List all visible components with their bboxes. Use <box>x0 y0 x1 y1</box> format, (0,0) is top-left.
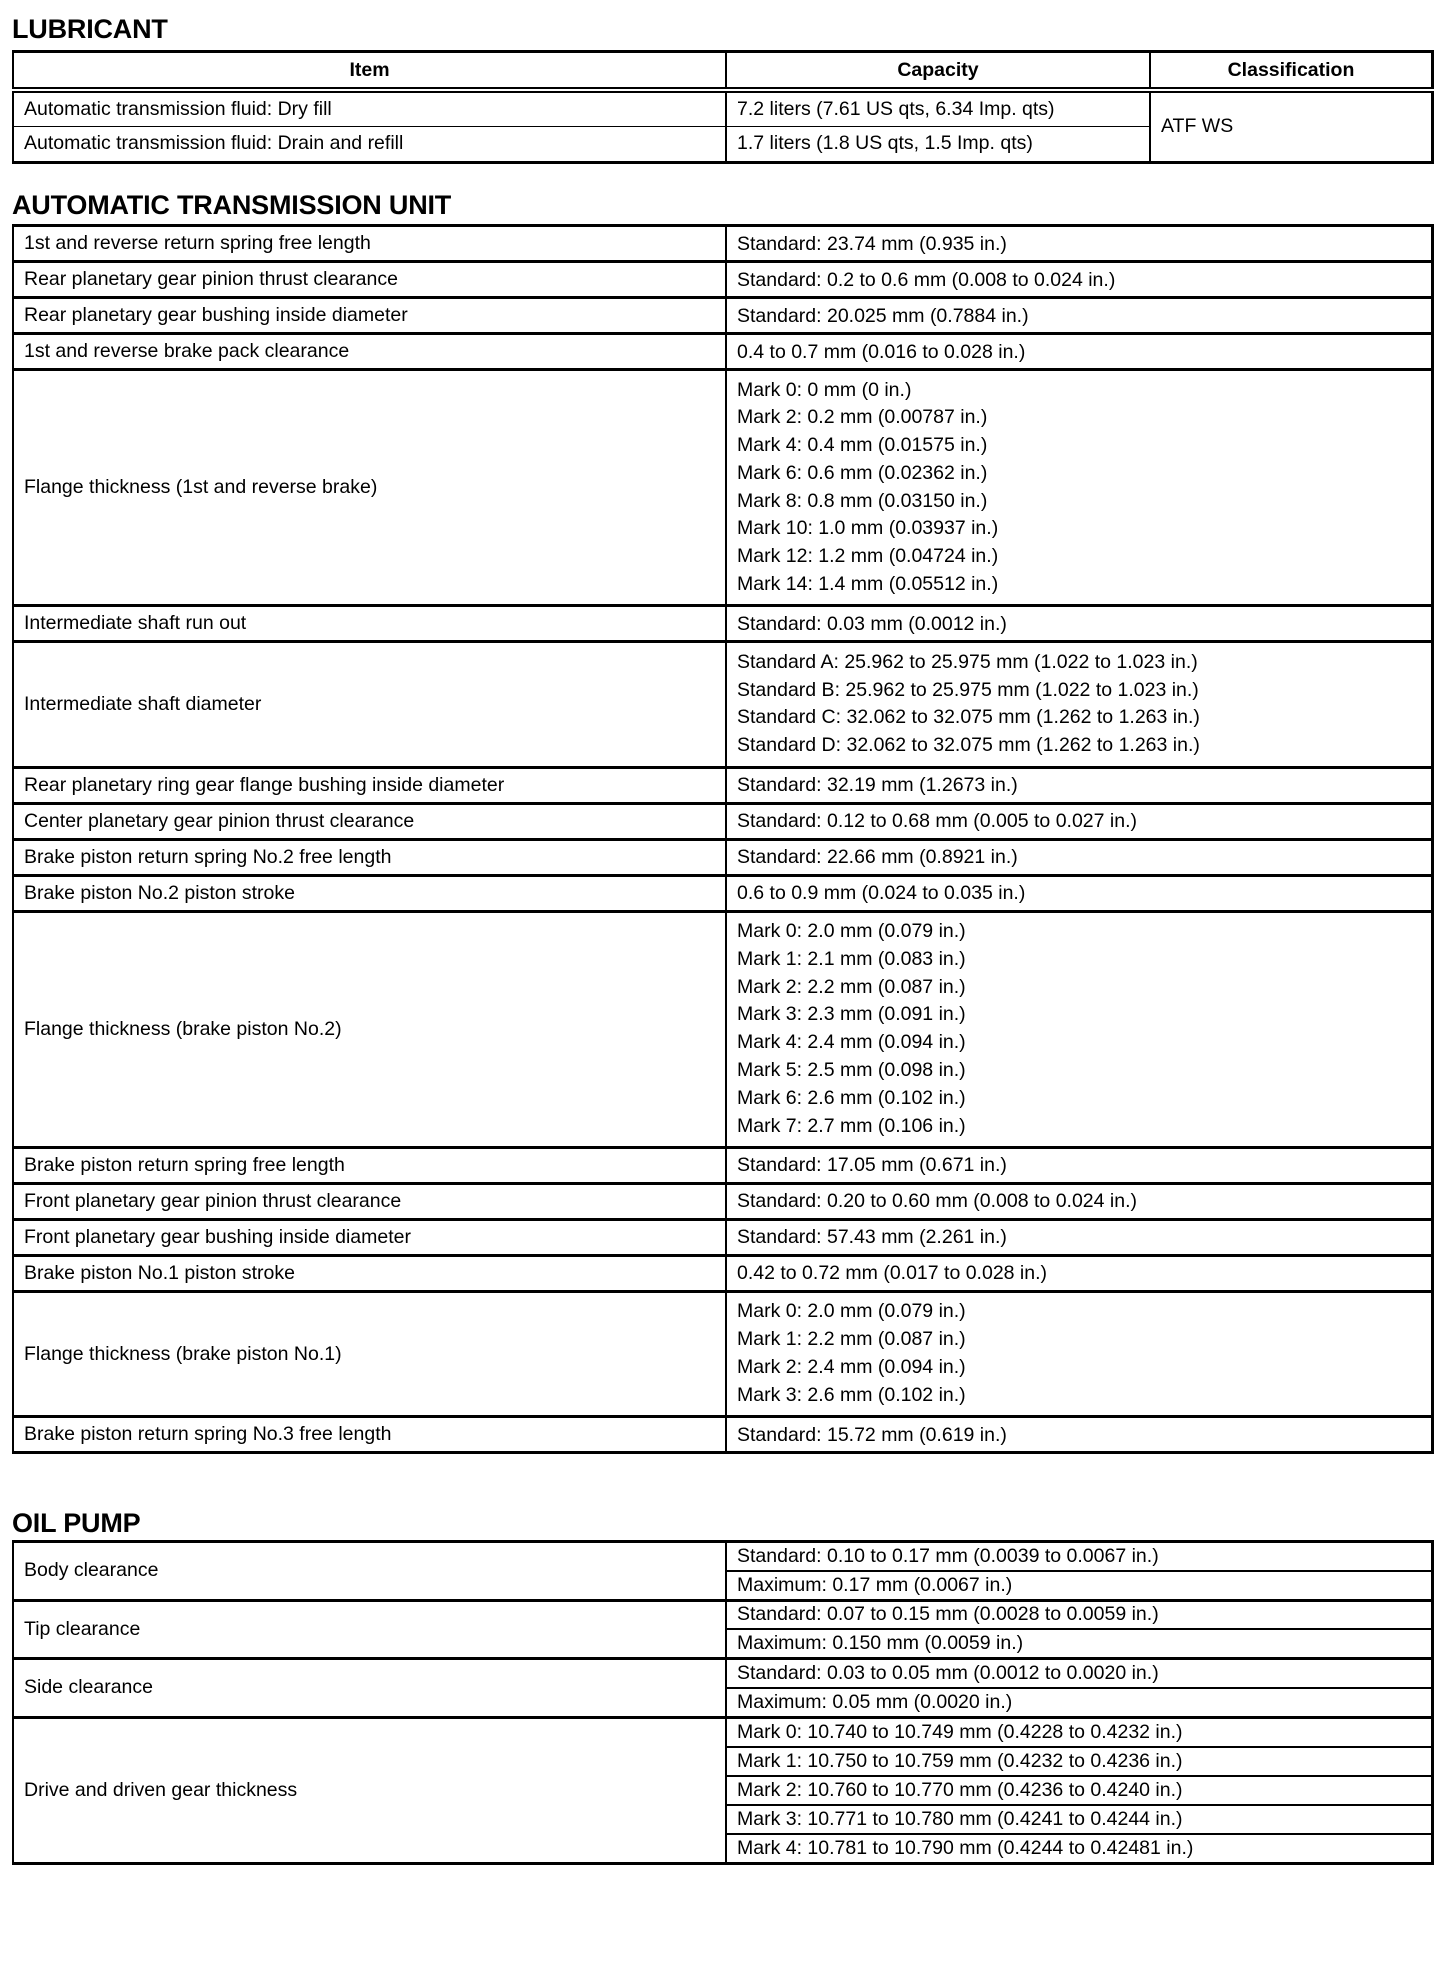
spec-cell: Standard: 0.10 to 0.17 mm (0.0039 to 0.0067 in.) <box>726 1542 1433 1571</box>
table-row <box>13 1255 1433 1291</box>
spec-line: Standard: 23.74 mm (0.935 in.) <box>737 232 1007 255</box>
spec-line: Mark 2: 0.2 mm (0.00787 in.) <box>737 406 988 429</box>
spec-line: Mark 2: 2.2 mm (0.087 in.) <box>737 975 966 998</box>
spec-cell <box>726 1417 1433 1453</box>
spec-cell <box>726 298 1433 334</box>
table-row <box>13 1147 1433 1183</box>
spec-cell: Mark 3: 10.771 to 10.780 mm (0.4241 to 0.4244 in.) <box>726 1805 1433 1834</box>
spec-line: Standard: 15.72 mm (0.619 in.) <box>737 1423 1007 1446</box>
spec-cell <box>726 1291 1433 1416</box>
spec-cell <box>726 226 1433 262</box>
spec-cell: Maximum: 0.150 mm (0.0059 in.) <box>726 1629 1433 1658</box>
header-item: Item <box>13 52 726 91</box>
spec-line: Mark 4: 0.4 mm (0.01575 in.) <box>737 434 988 457</box>
table-row <box>13 606 1433 642</box>
item-cell: Brake piston return spring No.2 free length <box>13 839 726 875</box>
spec-line: Mark 2: 2.4 mm (0.094 in.) <box>737 1356 966 1379</box>
spec-line: Standard: 22.66 mm (0.8921 in.) <box>737 846 1018 869</box>
spec-line: Standard A: 25.962 to 25.975 mm (1.022 to 1.023 in.) <box>737 650 1198 673</box>
spec-line: Standard B: 25.962 to 25.975 mm (1.022 to 1.023 in.) <box>737 678 1199 701</box>
table-row <box>13 1659 1433 1688</box>
spec-cell <box>726 767 1433 803</box>
table-row <box>13 803 1433 839</box>
spec-line: Standard: 32.19 mm (1.2673 in.) <box>737 774 1018 797</box>
spec-line: 0.4 to 0.7 mm (0.016 to 0.028 in.) <box>737 340 1026 363</box>
table-row <box>13 1291 1433 1416</box>
spec-cell <box>726 1255 1433 1291</box>
table-row <box>13 1542 1433 1571</box>
spec-line: 0.42 to 0.72 mm (0.017 to 0.028 in.) <box>737 1262 1048 1285</box>
spec-cell <box>726 606 1433 642</box>
header-classification: Classification <box>1150 52 1433 91</box>
spec-line: Standard: 20.025 mm (0.7884 in.) <box>737 304 1029 327</box>
spec-line: Mark 1: 2.1 mm (0.083 in.) <box>737 947 966 970</box>
spec-cell <box>726 1147 1433 1183</box>
spec-cell <box>726 1183 1433 1219</box>
item-cell: 1st and reverse return spring free length <box>13 226 726 262</box>
spec-cell: Mark 4: 10.781 to 10.790 mm (0.4244 to 0.42481 in.) <box>726 1834 1433 1863</box>
spec-cell <box>726 803 1433 839</box>
spec-cell: Mark 0: 10.740 to 10.749 mm (0.4228 to 0.4232 in.) <box>726 1717 1433 1746</box>
item-cell: Body clearance <box>13 1542 726 1601</box>
spec-cell: Maximum: 0.17 mm (0.0067 in.) <box>726 1571 1433 1600</box>
spec-line: Mark 8: 0.8 mm (0.03150 in.) <box>737 489 988 512</box>
item-cell: Intermediate shaft diameter <box>13 642 726 767</box>
spec-line: Mark 0: 2.0 mm (0.079 in.) <box>737 920 966 943</box>
spec-line: Standard: 0.12 to 0.68 mm (0.005 to 0.027 in.) <box>737 810 1137 833</box>
spec-line: Mark 3: 2.3 mm (0.091 in.) <box>737 1003 966 1026</box>
spec-line: Mark 0: 0 mm (0 in.) <box>737 378 912 401</box>
spec-line: Standard D: 32.062 to 32.075 mm (1.262 to 1.263 in.) <box>737 734 1200 757</box>
spec-cell <box>726 370 1433 606</box>
item-cell: Front planetary gear bushing inside diameter <box>13 1219 726 1255</box>
spec-cell <box>726 875 1433 911</box>
item-cell: Rear planetary ring gear flange bushing inside diameter <box>13 767 726 803</box>
oil-pump-table <box>12 1540 1434 1865</box>
table-header-row <box>13 52 1433 91</box>
item-cell: Rear planetary gear bushing inside diameter <box>13 298 726 334</box>
spec-line: Mark 4: 2.4 mm (0.094 in.) <box>737 1031 966 1054</box>
spec-line: Mark 0: 2.0 mm (0.079 in.) <box>737 1300 966 1323</box>
spec-cell <box>726 262 1433 298</box>
item-cell: Rear planetary gear pinion thrust clearance <box>13 262 726 298</box>
item-cell: Center planetary gear pinion thrust clearance <box>13 803 726 839</box>
item-cell: Flange thickness (brake piston No.1) <box>13 1291 726 1416</box>
spec-line: Standard: 0.2 to 0.6 mm (0.008 to 0.024 in.) <box>737 268 1116 291</box>
item-cell: 1st and reverse brake pack clearance <box>13 334 726 370</box>
spec-cell: Standard: 0.03 to 0.05 mm (0.0012 to 0.0020 in.) <box>726 1659 1433 1688</box>
spec-cell: Mark 2: 10.760 to 10.770 mm (0.4236 to 0.4240 in.) <box>726 1776 1433 1805</box>
spec-line: Standard: 57.43 mm (2.261 in.) <box>737 1226 1007 1249</box>
spec-cell <box>726 334 1433 370</box>
spec-line: Standard: 0.03 mm (0.0012 in.) <box>737 612 1007 635</box>
item-cell: Drive and driven gear thickness <box>13 1717 726 1863</box>
table-row <box>13 1717 1433 1746</box>
section-title-oil-pump: OIL PUMP <box>12 1508 141 1538</box>
spec-line: Mark 3: 2.6 mm (0.102 in.) <box>737 1383 966 1406</box>
item-cell: Flange thickness (1st and reverse brake) <box>13 370 726 606</box>
table-row <box>13 370 1433 606</box>
item-cell: Automatic transmission fluid: Drain and refill <box>13 126 726 162</box>
automatic-transmission-unit-table <box>12 224 1434 1454</box>
item-cell: Brake piston return spring free length <box>13 1147 726 1183</box>
item-cell: Brake piston return spring No.3 free length <box>13 1417 726 1453</box>
spec-line: Mark 12: 1.2 mm (0.04724 in.) <box>737 545 999 568</box>
lubricant-table <box>12 50 1434 164</box>
section-title-automatic-transmission-unit: AUTOMATIC TRANSMISSION UNIT <box>12 190 452 220</box>
item-cell: Brake piston No.2 piston stroke <box>13 875 726 911</box>
capacity-cell: 1.7 liters (1.8 US qts, 1.5 Imp. qts) <box>726 126 1150 162</box>
header-capacity: Capacity <box>726 52 1150 91</box>
table-row <box>13 226 1433 262</box>
spec-line: Mark 6: 2.6 mm (0.102 in.) <box>737 1086 966 1109</box>
item-cell: Intermediate shaft run out <box>13 606 726 642</box>
table-row <box>13 298 1433 334</box>
spec-cell: Standard: 0.07 to 0.15 mm (0.0028 to 0.0059 in.) <box>726 1600 1433 1629</box>
spec-cell <box>726 642 1433 767</box>
spec-cell: Maximum: 0.05 mm (0.0020 in.) <box>726 1688 1433 1717</box>
table-row <box>13 90 1433 126</box>
spec-line: Mark 6: 0.6 mm (0.02362 in.) <box>737 461 988 484</box>
section-title-lubricant: LUBRICANT <box>12 14 168 44</box>
table-row <box>13 1600 1433 1629</box>
spec-line: Standard: 17.05 mm (0.671 in.) <box>737 1154 1007 1177</box>
spec-cell <box>726 839 1433 875</box>
table-row <box>13 875 1433 911</box>
table-row <box>13 1417 1433 1453</box>
table-row <box>13 911 1433 1147</box>
spec-line: Mark 1: 2.2 mm (0.087 in.) <box>737 1328 966 1351</box>
table-row <box>13 839 1433 875</box>
spec-line: Standard C: 32.062 to 32.075 mm (1.262 to 1.263 in.) <box>737 706 1200 729</box>
spec-cell <box>726 911 1433 1147</box>
table-row <box>13 767 1433 803</box>
spec-line: Mark 7: 2.7 mm (0.106 in.) <box>737 1114 966 1137</box>
table-row <box>13 334 1433 370</box>
classification-cell: ATF WS <box>1150 90 1433 162</box>
item-cell: Side clearance <box>13 1659 726 1718</box>
table-row <box>13 262 1433 298</box>
spec-cell: Mark 1: 10.750 to 10.759 mm (0.4232 to 0.4236 in.) <box>726 1747 1433 1776</box>
table-row <box>13 1183 1433 1219</box>
item-cell: Flange thickness (brake piston No.2) <box>13 911 726 1147</box>
spec-line: Mark 14: 1.4 mm (0.05512 in.) <box>737 573 999 596</box>
item-cell: Tip clearance <box>13 1600 726 1659</box>
spec-line: Mark 10: 1.0 mm (0.03937 in.) <box>737 517 999 540</box>
item-cell: Brake piston No.1 piston stroke <box>13 1255 726 1291</box>
spec-line: Standard: 0.20 to 0.60 mm (0.008 to 0.024 in.) <box>737 1190 1137 1213</box>
table-row <box>13 642 1433 767</box>
capacity-cell: 7.2 liters (7.61 US qts, 6.34 Imp. qts) <box>726 90 1150 126</box>
spec-line: Mark 5: 2.5 mm (0.098 in.) <box>737 1059 966 1082</box>
item-cell: Automatic transmission fluid: Dry fill <box>13 90 726 126</box>
table-row <box>13 1219 1433 1255</box>
spec-line: 0.6 to 0.9 mm (0.024 to 0.035 in.) <box>737 882 1026 905</box>
item-cell: Front planetary gear pinion thrust clearance <box>13 1183 726 1219</box>
spec-cell <box>726 1219 1433 1255</box>
